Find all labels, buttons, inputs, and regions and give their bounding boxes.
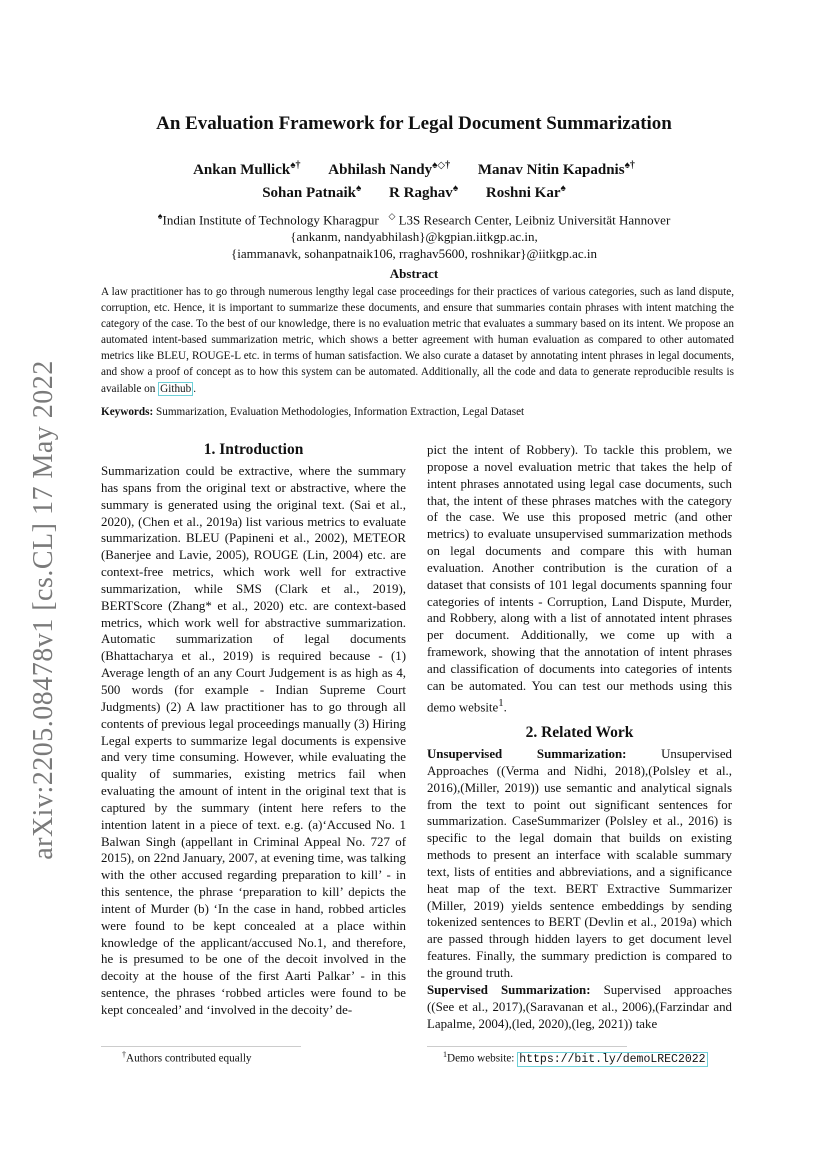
email-line: {ankanm, nandyabhilash}@kgpian.iitkgp.ac.in, bbox=[290, 229, 538, 244]
email-line: {iammanavk, sohanpatnaik106, rraghav5600, roshnikar}@iitkgp.ac.in bbox=[231, 246, 597, 261]
author-row-2 bbox=[0, 183, 828, 202]
author-row-1 bbox=[0, 160, 828, 179]
demo-url-link[interactable]: https://bit.ly/demoLREC2022 bbox=[519, 1052, 706, 1066]
related-work-body bbox=[427, 746, 732, 1032]
affiliation-line: ♠Indian Institute of Technology Kharagpur ◇ L3S Research Center, Leibniz Universität Hannover bbox=[157, 211, 671, 228]
intro-paragraph: Summarization could be extractive, where the summary has spans from the original text or abstractive, where the summary is generated using the original text. (Sai et al., 2020), (Chen et al., 2019a) list various metrics to evaluate summarization. BLEU (Papineni et al., 2002), METEOR (Banerjee and Lavie, 2005), ROUGE (Lin, 2004) etc. are context-free metrics, which work well for extractive summarization, while SMS (Clark et al., 2019), BERTScore (Zhang* et al., 2020) etc. are context-based metrics, which work well for abstractive summarization. Automatic summarization of legal documents (Bhattacharya et al., 2019) is required because - (1) Average length of an any Court Judgement is as high as 4, 500 words (for example - Indian Supreme Court Judgments) (2) A law practitioner has to go through all contents of previous legal proceedings manually (3) Hiring Legal experts to summarize legal documents is expensive and very time consuming. However, while evaluating the quality of summaries, existing metrics fail when evaluating the amount of intent in the original text that is captured by the summary (intent here refers to the intention latent in a piece of text. e.g. (a)‘Accused No. 1 Balwan Singh (appellant in Criminal Appeal No. 727 of 2015), on 22nd January, 2007, at evening time, was talking with the other accused regarding preparation to kill’ - in this sentence, the phrase ‘preparation to kill’ depicts the intent of Murder (b) ‘In the case in hand, robbed articles were found to be kept concealed at a place within knowledge of the applicant/accused No.1, and therefore, he is presumed to be one of the decoit involved in the decoity at the house of the first Aarti Palkar’ - in this sentence, the phrases ‘robbed articles were found to be kept concealed’ and ‘involved in the decoity’ de- bbox=[101, 464, 406, 1017]
paper-title: An Evaluation Framework for Legal Document Summarization bbox=[156, 113, 672, 134]
abstract-body: A law practitioner has to go through numerous lengthy legal case proceedings for their practices of various categories, such as land dispute, corruption, etc. Hence, it is important to summarize these documents, and ensure that summaries contain phrases with intent matching the category of the case. To the best of our knowledge, there is no evaluation metric that evaluates a summary based on its intent. We propose an automated intent-based summarization metric, which shows a better agreement with human evaluation as compared to other automated metrics like BLEU, ROUGE-L etc. in terms of human satisfaction. We also curate a dataset by annotating intent phrases in legal documents, and show a proof of concept as to how this system can be automated. Additionally, all the code and data to generate reproducible results is available on Github . bbox=[101, 286, 734, 395]
author: Abhilash Nandy♠◇† bbox=[328, 160, 451, 178]
keywords-text: Summarization, Evaluation Methodologies, Information Extraction, Legal Dataset bbox=[156, 406, 525, 418]
footnote-right: $^1$Demo website: https://bit.ly/demoLREC2022 bbox=[443, 1050, 706, 1066]
arxiv-stamp-text: arXiv:2205.08478v1 [cs.CL] 17 May 2022 bbox=[28, 360, 59, 860]
footnote-rule bbox=[101, 1046, 301, 1047]
keywords bbox=[101, 406, 734, 418]
keywords-label: Keywords: bbox=[101, 406, 154, 418]
intro-column-right bbox=[427, 442, 732, 716]
author: Ankan Mullick♠† bbox=[193, 160, 301, 178]
author: R Raghav♠ bbox=[389, 183, 459, 201]
github-link[interactable]: Github bbox=[160, 382, 192, 395]
author: Roshni Kar♠ bbox=[485, 183, 566, 201]
intro-column-left bbox=[101, 463, 406, 1019]
section-heading-introduction: 1. Introduction bbox=[203, 441, 304, 458]
unsupervised-paragraph: Unsupervised Summarization: Unsupervised Approaches ((Verma and Nidhi, 2018),(Polsley et al., 2016),(Miller, 2019)) use semantic and analytical signals from the text to point out significant sentences for summarization. CaseSummarizer (Polsley et al., 2016) is specific to the legal domain that builds on existing methods to present an interface with scalable summary text, lists of entities and abbreviations, and a significance heat map of the text. BERT Extractive Summarizer (Miller, 2019) yields sentence embeddings by sending tokenized sentences to BERT (Devlin et al., 2019a) which are passed through hidden layers to get document level features. Finally, the summary prediction is compared to the ground truth. bbox=[427, 747, 732, 980]
footnote-ref[interactable]: 1 bbox=[498, 696, 504, 709]
author: Manav Nitin Kapadnis♠† bbox=[477, 160, 635, 178]
intro-paragraph-cont: pict the intent of Robbery). To tackle this problem, we propose a novel evaluation metric that takes the help of intent phrases annotated using legal case documents, such that, the intent of these phrases matches with the category of the case. We use this proposed metric (and other metrics) to evaluate unsupervised summarization methods on legal documents and compare this with human evaluation. Another contribution is the curation of a dataset that consists of 101 legal documents spanning four categories of intents - Corruption, Land Dispute, Murder, and Robbery, along with a list of annotated intent phrases per document. Additionally, we come up with a framework, showing that the annotation of intent phrases and classification of documents into categories of intents can be automated. You can test our methods using this demo website$^1$. bbox=[427, 443, 732, 714]
footnote-rule bbox=[427, 1046, 627, 1047]
supervised-paragraph: Supervised Summarization: Supervised approaches ((See et al., 2017),(Saravanan et al., 2006),(Farzindar and Lapalme, 2004),(led, 2020),(leg, 2021)) take bbox=[427, 982, 732, 1031]
author: Sohan Patnaik♠ bbox=[262, 183, 362, 201]
footnote-left: †Authors contributed equally bbox=[122, 1050, 252, 1065]
abstract-heading: Abstract bbox=[389, 266, 439, 281]
section-heading-related-work: 2. Related Work bbox=[525, 724, 634, 741]
